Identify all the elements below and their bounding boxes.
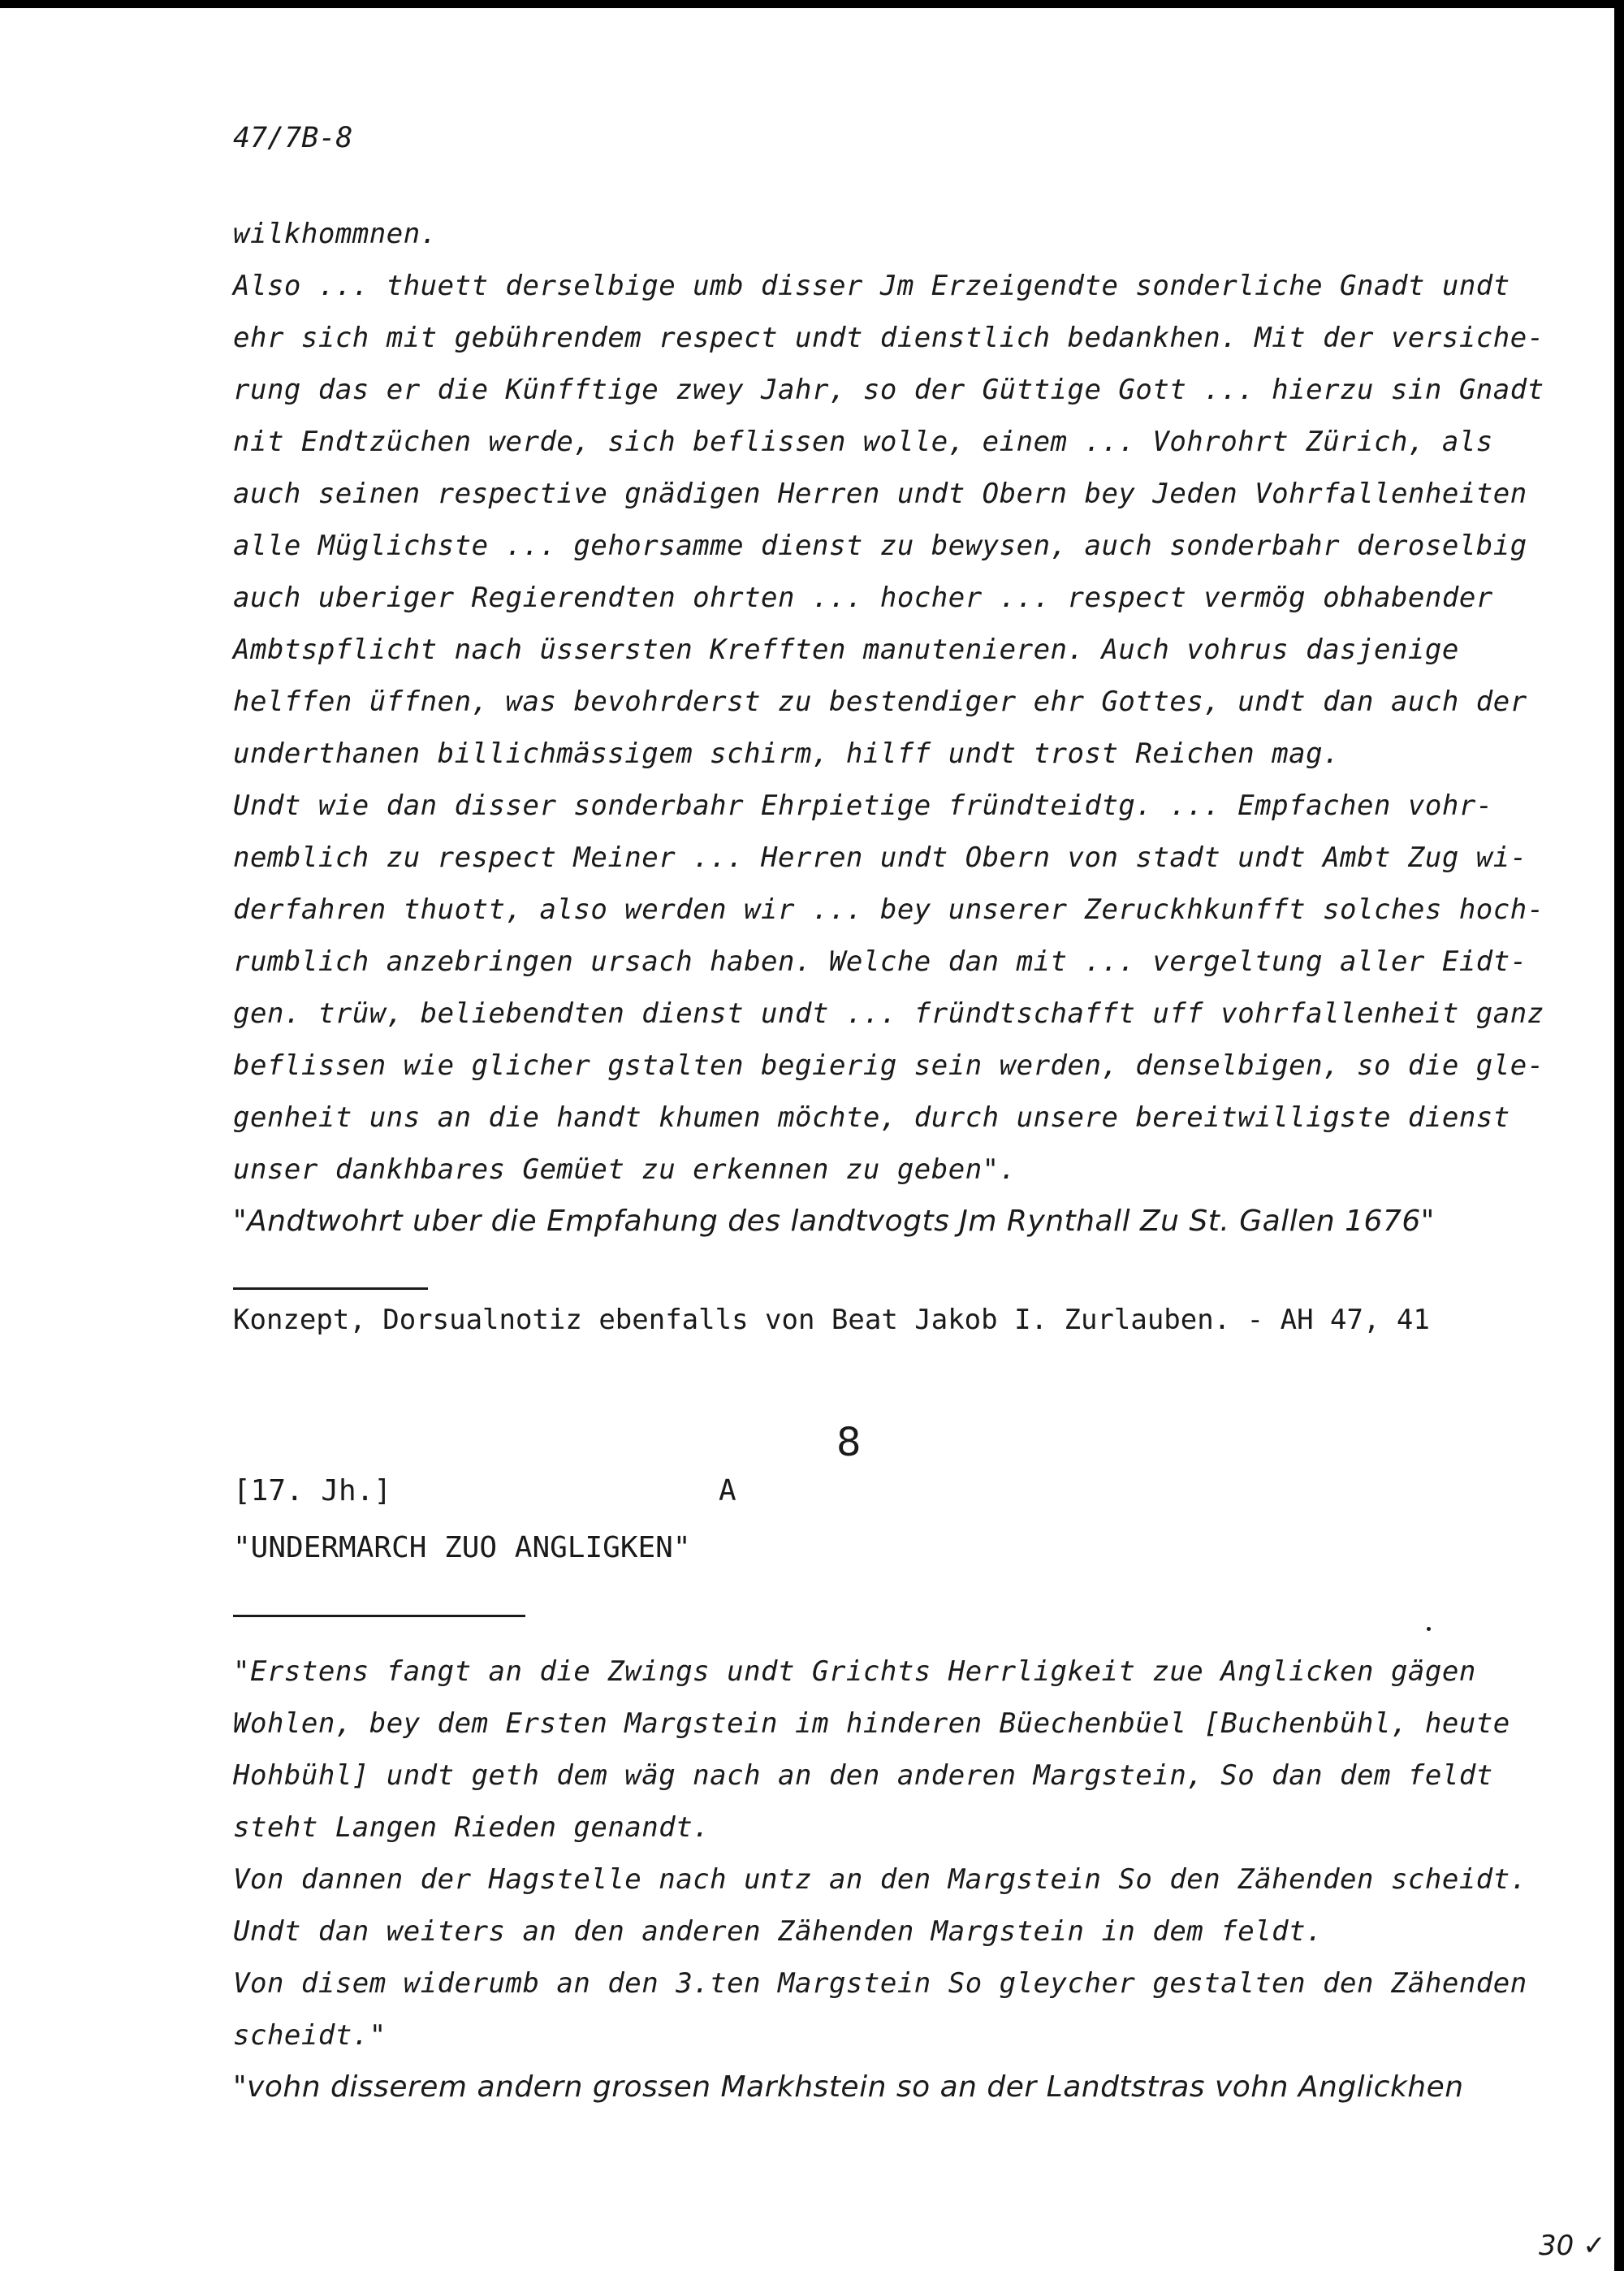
text-line: auch seinen respective gnädigen Herren undt Obern bey Jeden Vohrfallenheiten bbox=[233, 478, 1527, 510]
text-line: alle Müglichste ... gehorsamme dienst zu bewysen, auch sonderbahr deroselbig bbox=[233, 530, 1527, 562]
text-block-b bbox=[233, 1646, 1527, 2113]
document-number: 8 bbox=[836, 1420, 862, 1465]
page-reference: 47/7B-8 bbox=[233, 122, 353, 154]
text-line: gen. trüw, beliebendten dienst undt ... fründtschafft uff vohrfallenheit ganz bbox=[233, 997, 1544, 1030]
text-line: rung das er die Künfftige zwey Jahr, so der Güttige Gott ... hierzu sin Gnadt bbox=[233, 374, 1544, 406]
text-line: nemblich zu respect Meiner ... Herren undt Obern von stadt undt Ambt Zug wi- bbox=[233, 841, 1527, 874]
text-line: auch uberiger Regierendten ohrten ... hocher ... respect vermög obhabender bbox=[233, 582, 1493, 614]
text-line: Von dannen der Hagstelle nach untz an den Margstein So den Zähenden scheidt. bbox=[233, 1863, 1527, 1896]
handwritten-title: "Andtwohrt uber die Empfahung des landtvogts Jm Rynthall Zu St. Gallen 1676" bbox=[233, 1205, 1435, 1238]
text-line: Undt dan weiters an den anderen Zähenden Margstein in dem feldt. bbox=[233, 1915, 1324, 1948]
scan-border-top bbox=[0, 0, 1624, 8]
handwritten-line: "vohn disserem andern grossen Markhstein so an der Landtstras vohn Anglickhen bbox=[233, 2070, 1464, 2104]
text-line: Hohbühl] undt geth dem wäg nach an den anderen Margstein, So dan dem feldt bbox=[233, 1759, 1493, 1792]
source-note: Konzept, Dorsualnotiz ebenfalls von Beat Jakob I. Zurlauben. - AH 47, 41 bbox=[233, 1304, 1430, 1336]
text-line: ehr sich mit gebührendem respect undt dienstlich bedankhen. Mit der versiche- bbox=[233, 322, 1544, 354]
text-line: steht Langen Rieden genandt. bbox=[233, 1811, 710, 1844]
page-mark: 30 ✓ bbox=[1539, 2230, 1606, 2262]
text-line: "Erstens fangt an die Zwings undt Grichts Herrligkeit zue Anglicken gägen bbox=[233, 1655, 1476, 1688]
text-line: Von disem widerumb an den 3.ten Margstein So gleycher gestalten den Zähenden bbox=[233, 1967, 1527, 2000]
text-line: Also ... thuett derselbige umb disser Jm Erzeigendte sonderliche Gnadt undt bbox=[233, 270, 1510, 302]
divider-rule bbox=[233, 1287, 428, 1290]
text-line: beflissen wie glicher gstalten begierig sein werden, denselbigen, so die gle- bbox=[233, 1049, 1544, 1082]
text-line: genheit uns an die handt khumen möchte, durch unsere bereitwilligste dienst bbox=[233, 1101, 1510, 1134]
text-line: wilkhommnen. bbox=[233, 218, 438, 250]
text-line: underthanen billichmässigem schirm, hilff undt trost Reichen mag. bbox=[233, 738, 1341, 770]
text-line: derfahren thuott, also werden wir ... bey unserer Zeruckhkunfft solches hoch- bbox=[233, 893, 1544, 926]
text-line: unser dankhbares Gemüet zu erkennen zu geben". bbox=[233, 1153, 1017, 1186]
text-block-a bbox=[233, 208, 1544, 1248]
text-line: Undt wie dan disser sonderbahr Ehrpietige fründteidtg. ... Empfachen vohr- bbox=[233, 789, 1493, 822]
ink-dot bbox=[1427, 1627, 1431, 1631]
text-line: helffen üffnen, was bevohrderst zu bestendiger ehr Gottes, undt dan auch der bbox=[233, 686, 1527, 718]
divider-rule bbox=[233, 1615, 525, 1617]
text-line: nit Endtzüchen werde, sich beflissen wolle, einem ... Vohrohrt Zürich, als bbox=[233, 426, 1493, 458]
text-line: scheidt." bbox=[233, 2019, 387, 2052]
text-line: rumblich anzebringen ursach haben. Welche dan mit ... vergeltung aller Eidt- bbox=[233, 945, 1527, 978]
document-date: [17. Jh.] bbox=[233, 1474, 392, 1508]
text-line: Ambtspflicht nach üssersten Krefften manutenieren. Auch vohrus dasjenige bbox=[233, 634, 1459, 666]
document-title: "UNDERMARCH ZUO ANGLIGKEN" bbox=[233, 1531, 691, 1564]
text-line: Wohlen, bey dem Ersten Margstein im hinderen Büechenbüel [Buchenbühl, heute bbox=[233, 1707, 1510, 1740]
document-letter: A bbox=[719, 1474, 736, 1508]
scan-border-right bbox=[1614, 0, 1624, 2271]
